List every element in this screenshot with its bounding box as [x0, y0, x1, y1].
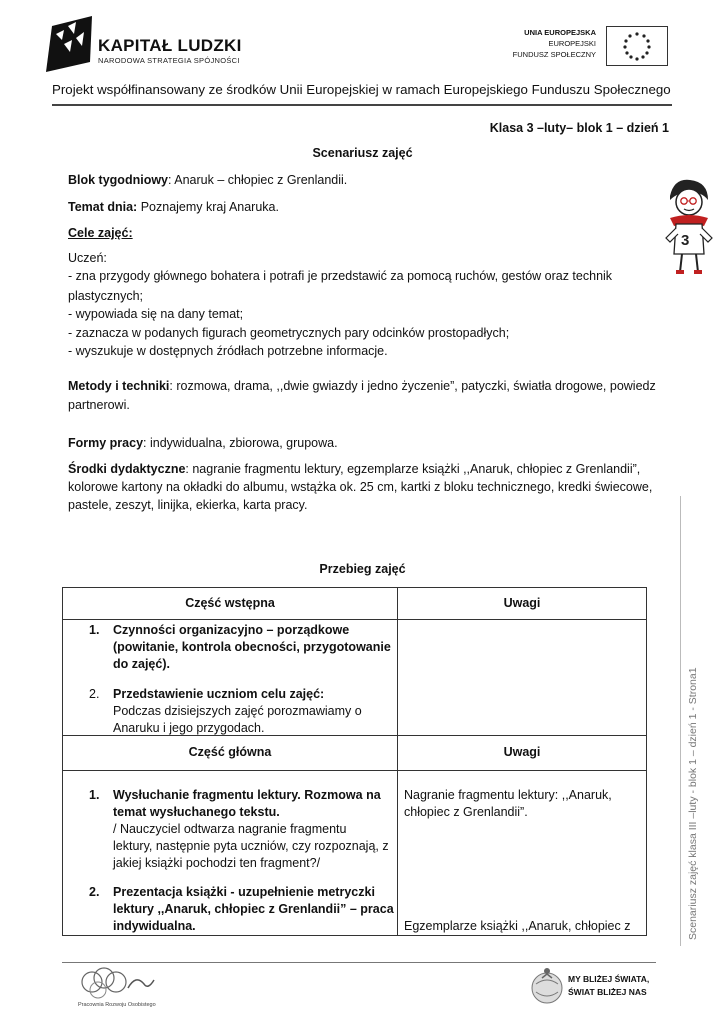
header-divider — [52, 104, 672, 106]
eu-line-1: UNIA EUROPEJSKA — [524, 28, 596, 37]
notes-col-header: Uwagi — [503, 745, 541, 759]
formy-value: : indywidualna, zbiorowa, grupowa. — [143, 436, 338, 450]
kapital-ludzki-emblem-icon — [42, 14, 96, 74]
footer-divider — [62, 962, 656, 963]
intro-item-1-line: do zajęć). — [113, 657, 170, 671]
my-blizej-swiata-logo — [530, 964, 680, 1010]
intro-item-2-line: Podczas dzisiejszych zajęć porozmawiamy o — [113, 704, 362, 718]
kapital-ludzki-logo — [42, 14, 242, 80]
formy-label: Formy pracy — [68, 436, 144, 450]
child-mascot-icon — [656, 176, 720, 276]
intro-item-1-line: (powitanie, kontrola obecności, przygotowanie — [113, 640, 391, 654]
srodki-value: : nagranie fragmentu lektury, egzemplarze książki ,,Anaruk, chłopiec z Grenlandii”, — [185, 462, 641, 476]
main-item-2-title: indywidualna. — [113, 919, 196, 933]
temat-label: Temat dnia: — [68, 200, 138, 214]
item-number: 1. — [89, 788, 100, 802]
globe-people-icon — [530, 966, 564, 1006]
main-item-1-title: temat wysłuchanego tekstu. — [113, 805, 280, 819]
intro-item-1-line: Czynności organizacyjno – porządkowe — [113, 623, 350, 637]
uczen-label: Uczeń: — [68, 251, 107, 265]
blok-line — [68, 171, 658, 189]
main-item-1-line: lektury, następnie pyta uczniów, czy rozpoznają, z — [113, 839, 389, 853]
blok-value: : Anaruk – chłopiec z Grenlandii. — [168, 173, 348, 187]
eu-line-2: EUROPEJSKI — [548, 39, 596, 48]
goal-item: - zna przygody głównego bohatera i potrafi je przedstawić za pomocą ruchów, gestów oraz technik — [68, 269, 613, 283]
class-line: Klasa 3 –luty– blok 1 – dzień 1 — [489, 121, 669, 135]
column-divider — [397, 736, 398, 935]
srodki-line-3: pastele, zeszyt, linijka, ekierka, karta pracy. — [68, 498, 308, 512]
metody-line — [68, 377, 658, 395]
main-item-1-line: jakiej książki pochodzi ten fragment?/ — [113, 856, 321, 870]
srodki-line-2: kolorowe kartony na okładki do albumu, wstążka ok. 25 cm, kartki z bloku technicznego, kredki świecowe, — [68, 480, 653, 494]
notes-col-header: Uwagi — [503, 596, 541, 610]
metody-line-2: partnerowi. — [68, 398, 130, 412]
item-number: 2. — [89, 687, 100, 701]
item-number: 2. — [89, 885, 100, 899]
main-note-1-line: Nagranie fragmentu lektury: ,,Anaruk, — [404, 788, 612, 802]
mbs-line-1: MY BLIŻEJ ŚWIATA, — [568, 974, 650, 984]
temat-value: Poznajemy kraj Anaruka. — [137, 200, 279, 214]
main-item-2-title: lektury ,,Anaruk, chłopiec z Grenlandii” – praca — [113, 902, 394, 916]
goal-item: plastycznych; — [68, 289, 144, 303]
main-item-1-title: Wysłuchanie fragmentu lektury. Rozmowa na — [113, 788, 381, 802]
intro-table — [62, 587, 647, 736]
mbs-line-2: ŚWIAT BLIŻEJ NAS — [568, 987, 647, 997]
header-row-divider — [63, 619, 646, 620]
intro-col-header: Część wstępna — [185, 596, 275, 610]
goal-item: - wyszukuje w dostępnych źródłach potrzebne informacje. — [68, 344, 388, 358]
project-cofinancing-line: Projekt współfinansowany ze środków Unii Europejskiej w ramach Europejskiego Funduszu Społecznego — [52, 82, 671, 97]
side-page-label-text: Scenariusz zajęć klasa III –luty - blok 1 – dzień 1 - Strona1 — [687, 667, 699, 940]
formy-line — [68, 434, 658, 452]
srodki-line — [68, 460, 658, 478]
temat-line — [68, 198, 658, 216]
goal-item: - zaznacza w podanych figurach geometrycznych pary odcinków prostopadłych; — [68, 326, 510, 340]
main-note-1-line: chłopiec z Grenlandii”. — [404, 805, 528, 819]
cele-heading — [68, 224, 658, 242]
metody-label: Metody i techniki — [68, 379, 170, 393]
main-item-1-line: / Nauczyciel odtwarza nagranie fragmentu — [113, 822, 347, 836]
blok-label: Blok tygodniowy — [68, 173, 168, 187]
logo-subtitle: NARODOWA STRATEGIA SPÓJNOŚCI — [98, 56, 240, 65]
srodki-label: Środki dydaktyczne — [68, 462, 186, 476]
mascot-illustration — [656, 176, 720, 276]
document-title: Scenariusz zajęć — [312, 146, 413, 160]
header-row-divider — [63, 770, 646, 771]
eu-line-3: FUNDUSZ SPOŁECZNY — [512, 50, 596, 59]
self-logo-icon — [78, 966, 158, 1002]
self-logo — [78, 966, 158, 1012]
goal-item: - wypowiada się na dany temat; — [68, 307, 244, 321]
main-table — [62, 735, 647, 936]
main-col-header: Część główna — [188, 745, 272, 759]
logo-title: KAPITAŁ LUDZKI — [98, 36, 242, 55]
intro-item-2-title: Przedstawienie uczniom celu zajęć: — [113, 687, 325, 701]
przebieg-heading: Przebieg zajęć — [319, 562, 406, 576]
main-item-2-title: Prezentacja książki - uzupełnienie metryczki — [113, 885, 375, 899]
intro-item-2-line: Anaruku i jego przygodach. — [113, 721, 265, 735]
item-number: 1. — [89, 623, 100, 637]
side-divider — [680, 496, 681, 946]
side-page-label — [687, 640, 703, 940]
column-divider — [397, 588, 398, 735]
main-note-2: Egzemplarze książki ,,Anaruk, chłopiec z — [404, 919, 631, 933]
mascot-number: 3 — [681, 232, 690, 249]
metody-value: : rozmowa, drama, ,,dwie gwiazdy i jedno życzenie”, patyczki, światła drogowe, powiedz — [169, 379, 656, 393]
cele-label: Cele zajęć: — [68, 226, 133, 240]
eu-logo — [508, 26, 668, 66]
eu-flag-icon — [606, 26, 668, 66]
self-logo-text: Pracownia Rozwoju Osobistego — [78, 1002, 156, 1008]
